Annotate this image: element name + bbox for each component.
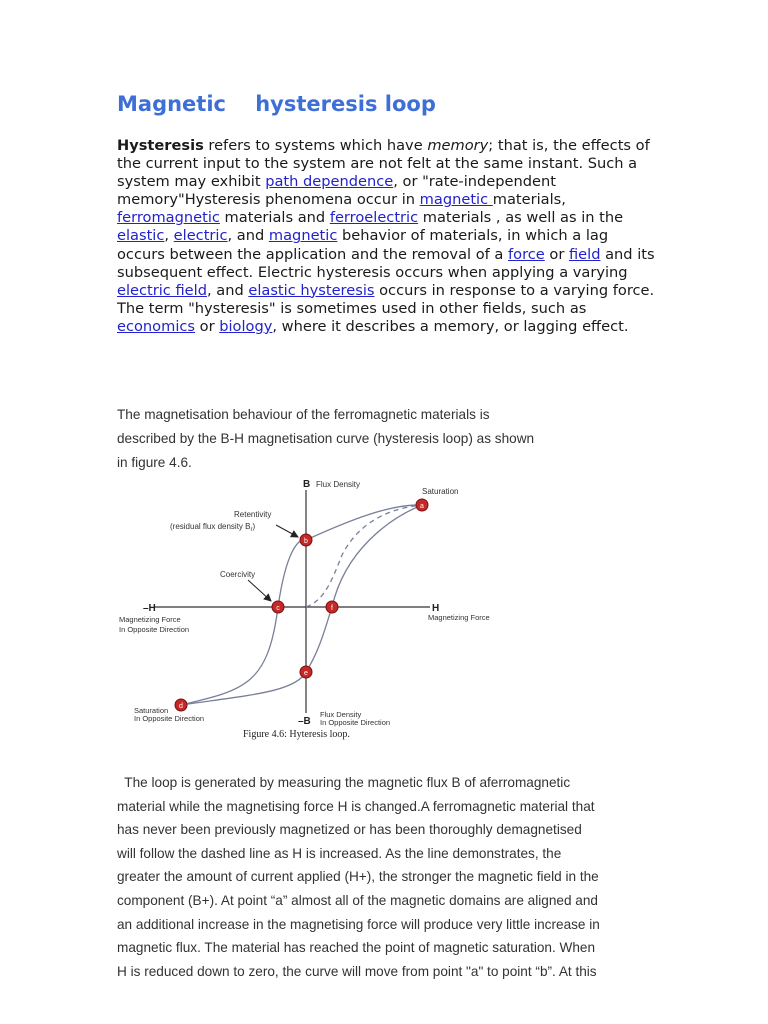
intro-text: or [195,317,220,335]
intro-text: and its subsequent effect. Electric hysteresis occurs when applying a varying [117,245,655,281]
intro-text: materials, [492,191,566,209]
term-hysteresis: Hysteresis [117,137,204,154]
link-magnetic[interactable]: magnetic [268,227,338,245]
intro-emphasis-memory: memory [427,137,489,154]
saturation-opposite-label [134,706,204,723]
point-f [326,601,338,613]
hysteresis-loop-figure [110,470,510,750]
flux-density-opposite-label [320,710,390,727]
intro-paragraph [117,137,657,336]
label-line: In Opposite Direction [134,714,205,723]
initial-magnetisation-dashed-curve [306,505,422,607]
text-line: The loop is generated by measuring the magnetic flux B of aferromagnetic [117,775,571,790]
point-a [416,499,428,511]
text-line: will follow the dashed line as H is increased. As the line demonstrates, the [117,845,562,861]
link-field[interactable]: field [568,245,601,263]
intro-text: , or "rate-independent memory"Hysteresis phenomena occur in [117,173,556,209]
intro-text: ; that is, the effects of the current input to the system are not felt at the same instant. Such a system may exhibit [117,137,650,191]
text-line: greater the amount of current applied (H+), the stronger the magnetic field in the [117,869,599,885]
negative-h-label: –H [143,603,156,614]
intro-text: materials and [219,209,330,227]
intro-text: behavior of materials, in which a lag occurs between the application and the removal of a [117,227,609,263]
text-line: H is reduced down to zero, the curve will move from point "a" to point “b”. At this [117,963,597,979]
point-e-label: e [304,670,308,677]
label-line: Flux Density [320,710,362,719]
residual-flux-text: (residual flux density B [170,522,251,531]
label-line: Saturation [134,706,169,715]
point-b-label: b [304,538,308,545]
label-line: In Opposite Direction [119,625,190,634]
point-f-label: f [331,605,333,612]
text-line: The magnetisation behaviour of the ferromagnetic materials is [117,407,490,422]
link-magnetic-materials[interactable]: magnetic [419,191,493,209]
text-line: has never been previously magnetized or has been thoroughly demagnetised [117,822,582,838]
text-line: material while the magnetising force H is changed.A ferromagnetic material that [117,798,595,814]
loop-description-paragraph [117,771,657,983]
coercivity-label: Coercivity [220,570,256,579]
intro-text: refers to systems which have [203,137,428,154]
point-d [175,699,187,711]
positive-h-label: H [432,603,440,614]
text-line: described by the B-H magnetisation curve (hysteresis loop) as shown [117,431,535,446]
text-line: an additional increase in the magnetising force will produce very little increase in [117,916,600,932]
page-title [117,92,436,116]
text-line: in figure 4.6. [117,455,192,470]
retentivity-arrow [276,525,298,537]
figure-caption: Figure 4.6: Hyteresis loop. [243,729,350,740]
residual-flux-subscript: r [250,527,253,533]
magnetizing-force-opposite-label [119,615,189,634]
intro-text: , and [206,281,249,299]
negative-b-label: –B [298,716,311,727]
link-elastic-hysteresis[interactable]: elastic hysteresis [248,281,375,299]
title-words-hysteresis-loop: hysteresis loop [255,92,436,116]
saturation-label: Saturation [422,487,459,496]
residual-flux-label [170,522,255,533]
point-a-label: a [420,503,424,510]
intro-text: occurs in response to a varying force. The term "hysteresis" is sometimes used in other fields, such as [117,281,655,317]
text-line: magnetic flux. The material has reached the point of magnetic saturation. When [117,940,596,956]
link-ferroelectric[interactable]: ferroelectric [329,209,419,227]
link-electric[interactable]: electric [173,227,228,245]
text-line: component (B+). At point “a” almost all of the magnetic domains are aligned and [117,892,598,908]
link-force[interactable]: force [508,245,545,263]
intro-text: , and [227,227,269,245]
link-economics[interactable]: economics [117,317,196,335]
flux-density-label: Flux Density [316,480,361,489]
link-path-dependence[interactable]: path dependence [265,173,394,191]
point-c-label: c [276,605,280,612]
b-axis-label: B [303,479,311,490]
magnetizing-force-label: Magnetizing Force [428,613,490,622]
link-ferromagnetic[interactable]: ferromagnetic [117,209,220,227]
link-biology[interactable]: biology [219,317,273,335]
intro-text: , where it describes a memory, or lagging effect. [272,317,629,335]
figure-lead-paragraph [117,403,657,475]
link-elastic[interactable]: elastic [117,227,165,245]
link-electric-field[interactable]: electric field [117,281,207,299]
label-line: Magnetizing Force [119,615,181,624]
residual-flux-close: ) [252,522,256,531]
intro-text: materials , as well as in the [418,209,624,227]
intro-text: or [544,245,569,263]
title-word-magnetic: Magnetic [117,92,226,116]
label-line: In Opposite Direction [320,718,391,727]
retentivity-label: Retentivity [234,510,272,519]
point-b [300,534,312,546]
point-e [300,666,312,678]
intro-text: , [164,227,174,245]
coercivity-arrow [248,580,271,601]
point-d-label: d [179,703,183,710]
point-c [272,601,284,613]
